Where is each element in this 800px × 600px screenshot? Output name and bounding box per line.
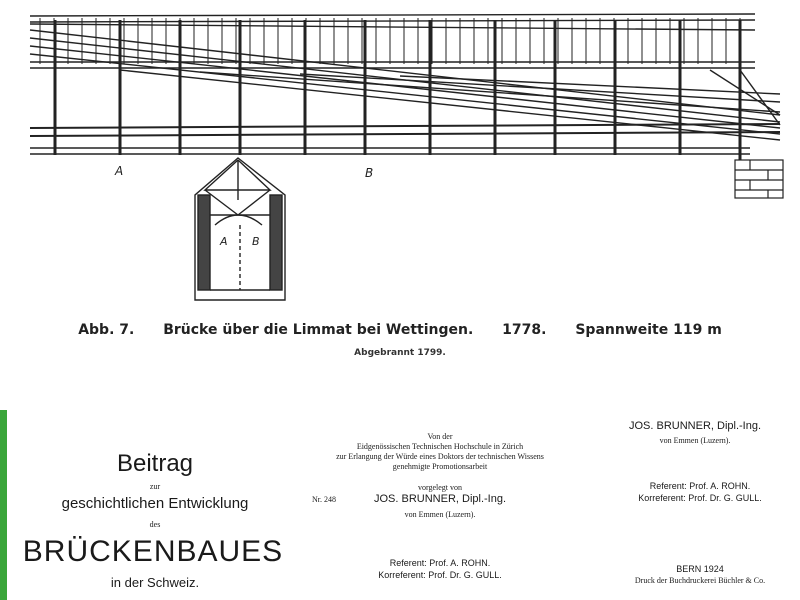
cross-section bbox=[195, 158, 285, 300]
figure-caption bbox=[0, 322, 800, 338]
right-origin: von Emmen (Luzern). bbox=[659, 436, 731, 445]
submission-purpose: zur Erlangung der Würde eines Doktors der technischen Wissens bbox=[336, 452, 544, 461]
bridge-elevation bbox=[30, 14, 780, 165]
title-heading: Beitrag bbox=[116, 450, 194, 477]
title-line2: geschichtlichen Entwicklung bbox=[61, 495, 249, 512]
right-place-year: BERN 1924 bbox=[676, 564, 724, 574]
right-coreferee: Korreferent: Prof. Dr. G. GULL. bbox=[638, 493, 762, 503]
right-referee: Referent: Prof. A. ROHN. bbox=[649, 481, 751, 491]
submission-von-der: Von der bbox=[427, 432, 453, 441]
figure-subcaption: Abgebrannt 1799. bbox=[354, 348, 446, 358]
caption-year: 1778. bbox=[502, 322, 547, 338]
section-marker-a: A bbox=[115, 164, 124, 178]
right-printer: Druck der Buchdruckerei Büchler & Co. bbox=[634, 576, 766, 585]
abutment bbox=[735, 160, 783, 198]
section-marker-b: B bbox=[365, 166, 374, 180]
submission-approved: genehmigte Promotionsarbeit bbox=[392, 462, 488, 471]
submission-referee: Referent: Prof. A. ROHN. bbox=[389, 558, 491, 568]
submission-presented-by: vorgelegt von bbox=[417, 483, 463, 492]
submission-coreferee: Korreferent: Prof. Dr. G. GULL. bbox=[378, 570, 502, 580]
green-edge-strip bbox=[0, 410, 7, 600]
caption-number: Abb. 7. bbox=[78, 322, 135, 338]
title-des: des bbox=[149, 520, 161, 529]
caption-span: Spannweite 119 m bbox=[575, 322, 722, 338]
title-main: BRÜCKENBAUES bbox=[22, 535, 284, 568]
title-zur: zur bbox=[149, 482, 161, 491]
title-line4: in der Schweiz. bbox=[110, 575, 200, 590]
section-label-b: B bbox=[252, 235, 260, 248]
section-label-a: A bbox=[220, 235, 228, 248]
right-author: JOS. BRUNNER, Dipl.-Ing. bbox=[628, 420, 762, 432]
submission-origin: von Emmen (Luzern). bbox=[404, 510, 476, 519]
submission-institution: Eidgenössischen Technischen Hochschule in Zürich bbox=[356, 442, 524, 451]
caption-title: Brücke über die Limmat bei Wettingen. bbox=[163, 322, 474, 338]
submission-author: JOS. BRUNNER, Dipl.-Ing. bbox=[373, 493, 507, 505]
submission-number: Nr. 248 bbox=[312, 495, 336, 504]
